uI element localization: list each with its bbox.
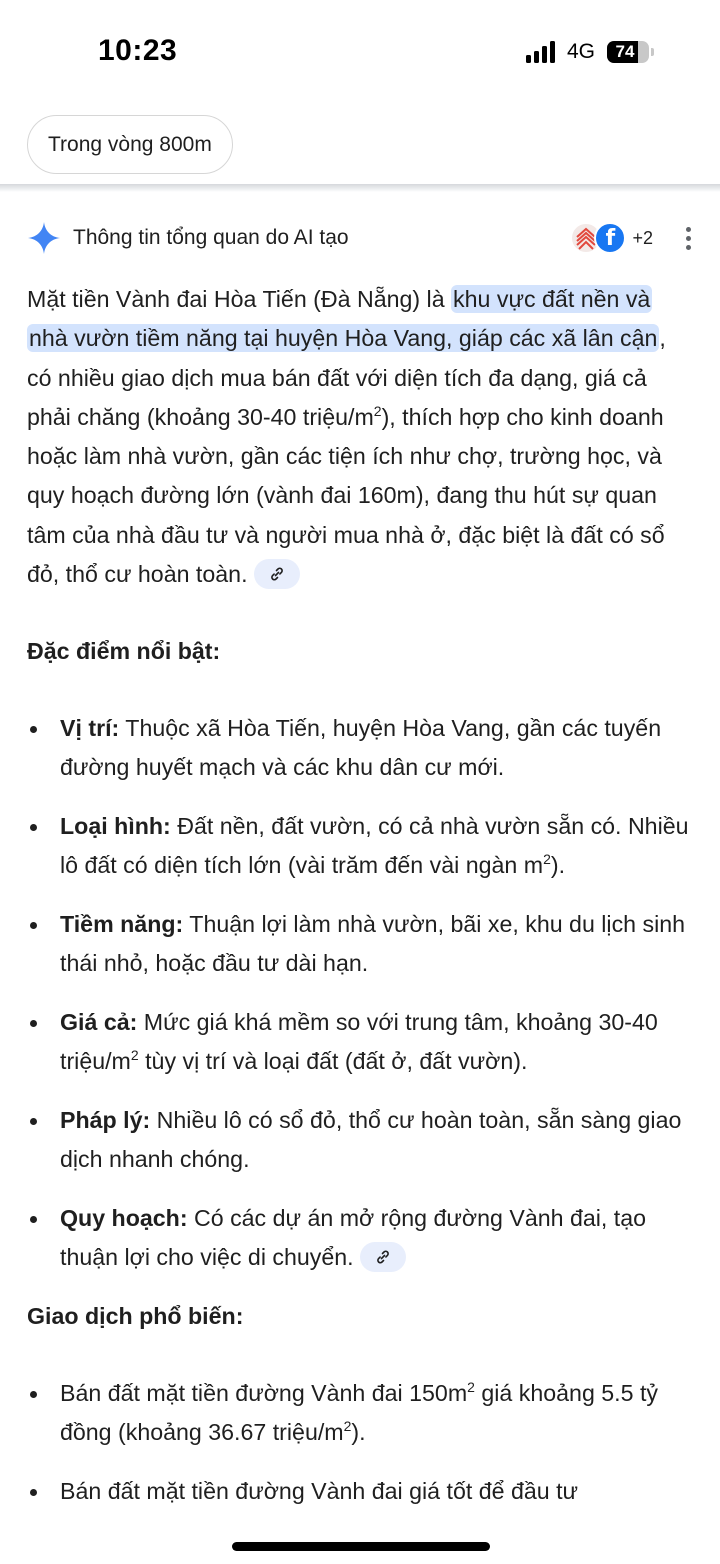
distance-filter-chip[interactable]: Trong vòng 800m [27, 115, 233, 174]
status-indicators [526, 40, 654, 64]
summary-highlight[interactable]: khu vực đất nền và nhà vườn tiềm năng tại huyện Hòa Vang, giáp các xã lân cận [29, 286, 658, 352]
sources-button[interactable] [570, 222, 653, 254]
item-text: giá khoảng 5.5 tỷ đồng (khoảng 36.67 triệu/m [60, 1379, 658, 1445]
item-label: Quy hoạch: [60, 1205, 188, 1232]
battery-cap [651, 48, 654, 56]
item-label: Loại hình: [60, 812, 171, 839]
superscript: 2 [467, 1378, 475, 1395]
transactions-list [27, 1374, 692, 1511]
superscript: 2 [373, 402, 382, 419]
list-item [27, 1199, 692, 1278]
list-item [27, 1101, 692, 1180]
summary-text: , có nhiều giao dịch mua bán đất với diện tích đa dạng, giá cả phải chăng (khoảng 30-40 triệu/ [27, 325, 666, 430]
list-item [27, 1472, 692, 1511]
item-label: Vị trí: [60, 714, 120, 741]
home-indicator[interactable] [232, 1542, 490, 1551]
summary-text: m [354, 403, 374, 430]
item-label: Giá cả: [60, 1008, 138, 1035]
network-type: 4G [566, 40, 595, 63]
summary-text: ), thích hợp cho kinh doanh hoặc làm nhà vườn, gần các tiện ích như chợ, trường học, và quy hoạch đường lớn (vành đai 160m), đang thu hút sự quan tâm của nhà đầu tư và người mua nhà ở, đặc biệt là đất có sổ đỏ, thổ cư hoàn toàn. [27, 403, 665, 588]
battery-icon [607, 41, 649, 63]
link-icon [375, 1249, 391, 1265]
item-text: Có các dự án mở rộng đường Vành đai, tạo thuận lợi cho việc di chuyển. [60, 1205, 647, 1271]
list-item [27, 1003, 692, 1082]
summary-paragraph [27, 280, 692, 594]
item-text: Bán đất mặt tiền đường Vành đai giá tốt để đầu tư [60, 1477, 579, 1504]
summary-text: Mặt tiền Vành đai Hòa Tiến (Đà Nẵng) là [27, 286, 452, 312]
status-bar [0, 0, 720, 100]
list-item [27, 807, 692, 886]
cellular-signal-icon [526, 41, 555, 63]
ai-overview-header [27, 218, 693, 258]
battery-percent: 74 [615, 42, 635, 61]
item-label: Tiềm năng: [60, 910, 184, 937]
item-text: Thuận lợi làm nhà vườn, bãi xe, khu du lịch sinh thái nhỏ, hoặc đầu tư dài hạn. [60, 910, 686, 977]
transactions-heading: Giao dịch phổ biến: [27, 1303, 244, 1330]
item-text: ). [351, 1418, 366, 1445]
item-text: Nhiều lô có sổ đỏ, thổ cư hoàn toàn, sẵn sàng giao dịch nhanh chóng. [60, 1107, 682, 1173]
superscript: 2 [543, 851, 551, 868]
item-text: Đất nền, đất vườn, có cả nhà vườn sẵn có. Nhiều lô đất có diện tích lớn (vài trăm đến vài ngàn m [60, 812, 689, 879]
link-icon [269, 566, 285, 582]
gemini-sparkle-icon [27, 221, 61, 255]
item-text: Bán đất mặt tiền đường Vành đai 150m [60, 1379, 468, 1406]
header-divider [0, 184, 720, 192]
more-vert-icon[interactable] [683, 227, 693, 250]
item-text: Thuộc xã Hòa Tiến, huyện Hòa Vang, gần các tuyến đường huyết mạch và các khu dân cư mới. [60, 714, 662, 780]
item-text: tùy vị trí và loại đất (đất ở, đất vườn). [138, 1048, 528, 1075]
source-link-button[interactable] [360, 1242, 406, 1272]
list-item [27, 1374, 692, 1453]
source-link-button[interactable] [254, 559, 300, 589]
ai-overview-title: Thông tin tổng quan do AI tạo [73, 226, 349, 249]
superscript: 2 [343, 1417, 352, 1434]
item-label: Pháp lý: [60, 1107, 151, 1134]
sources-extra-count: +2 [632, 227, 653, 248]
superscript: 2 [130, 1047, 139, 1064]
status-time: 10:23 [98, 34, 178, 67]
features-heading: Đặc điểm nổi bật: [27, 638, 221, 665]
item-text: ). [550, 852, 566, 879]
ai-overview-content [27, 280, 692, 1530]
item-text: Mức giá khá mềm so với trung tâm, khoảng 30-40 triệu/m [60, 1008, 658, 1075]
list-item [27, 709, 692, 788]
facebook-logo-icon: f [594, 222, 626, 254]
list-item [27, 905, 692, 984]
features-list [27, 709, 692, 1278]
